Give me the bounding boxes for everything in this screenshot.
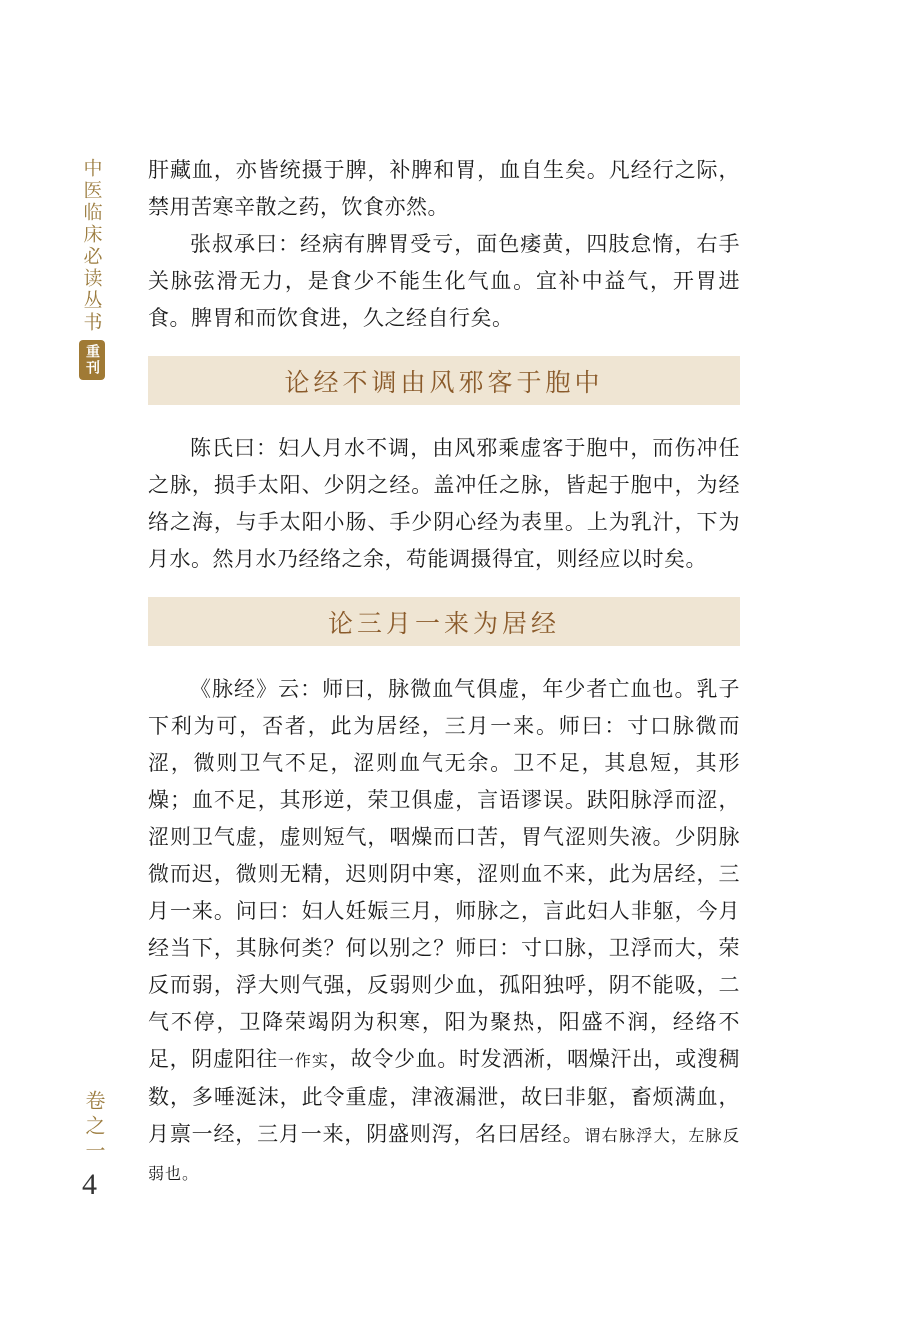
series-title-vertical bbox=[74, 158, 110, 380]
volume-label: 卷之一 bbox=[82, 1090, 106, 1165]
annotation-note-end: 谓右脉浮大，左脉反弱也。 bbox=[148, 1126, 740, 1183]
section-heading-1: 论经不调由风邪客于胞中 bbox=[148, 356, 740, 405]
maijing-text-b: ，故令少血。时发洒淅，咽燥汗出，或溲稠数，多唾涎沫，此令重虚，津液漏泄，故曰非躯，畜烦满血，月禀一经，三月一来，阴盛则泻，名曰居经。 bbox=[148, 1047, 740, 1146]
section-heading-2: 论三月一来为居经 bbox=[148, 597, 740, 646]
main-content bbox=[148, 152, 740, 1192]
page-number: 4 bbox=[82, 1168, 97, 1201]
series-title: 中医临床必读丛书 bbox=[80, 158, 103, 334]
paragraph-chen: 陈氏曰：妇人月水不调，由风邪乘虚客于胞中，而伤冲任之脉，损手太阳、少阴之经。盖冲任之脉，皆起于胞中，为经络之海，与手太阳小肠、手少阴心经为表里。上为乳汁，下为月水。然月水乃经络之余，苟能调摄得宜，则经应以时矣。 bbox=[148, 436, 740, 571]
paragraph-continued: 肝藏血，亦皆统摄于脾，补脾和胃，血自生矣。凡经行之际，禁用苦寒辛散之药，饮食亦然。 bbox=[148, 158, 740, 219]
paragraph-zhang: 张叔承曰：经病有脾胃受亏，面色痿黄，四肢怠惰，右手关脉弦滑无力，是食少不能生化气血。宜补中益气，开胃进食。脾胃和而饮食进，久之经自行矣。 bbox=[148, 232, 740, 330]
maijing-text-a: 《脉经》云：师曰，脉微血气俱虚，年少者亡血也。乳子下利为可，否者，此为居经，三月一来。师曰：寸口脉微而涩，微则卫气不足，涩则血气无余。卫不足，其息短，其形燥；血不足，其形逆，荣卫俱虚，言语谬误。趺阳脉浮而涩，涩则卫气虚，虚则短气，咽燥而口苦，胃气涩则失液。少阴脉微而迟，微则无精，迟则阴中寒，涩则血不来，此为居经，三月一来。问曰：妇人妊娠三月，师脉之，言此妇人非躯，今月经当下，其脉何类？何以别之？师曰：寸口脉，卫浮而大，荣反而弱，浮大则气强，反弱则少血，孤阳独呼，阴不能吸，二气不停，卫降荣竭阴为积寒，阳为聚热，阳盛不润，经络不足，阴虚阳往 bbox=[148, 677, 740, 1071]
paragraph-maijing bbox=[148, 671, 740, 1192]
annotation-note: 一作实 bbox=[277, 1051, 330, 1070]
reprint-seal: 重刊 bbox=[79, 340, 105, 380]
